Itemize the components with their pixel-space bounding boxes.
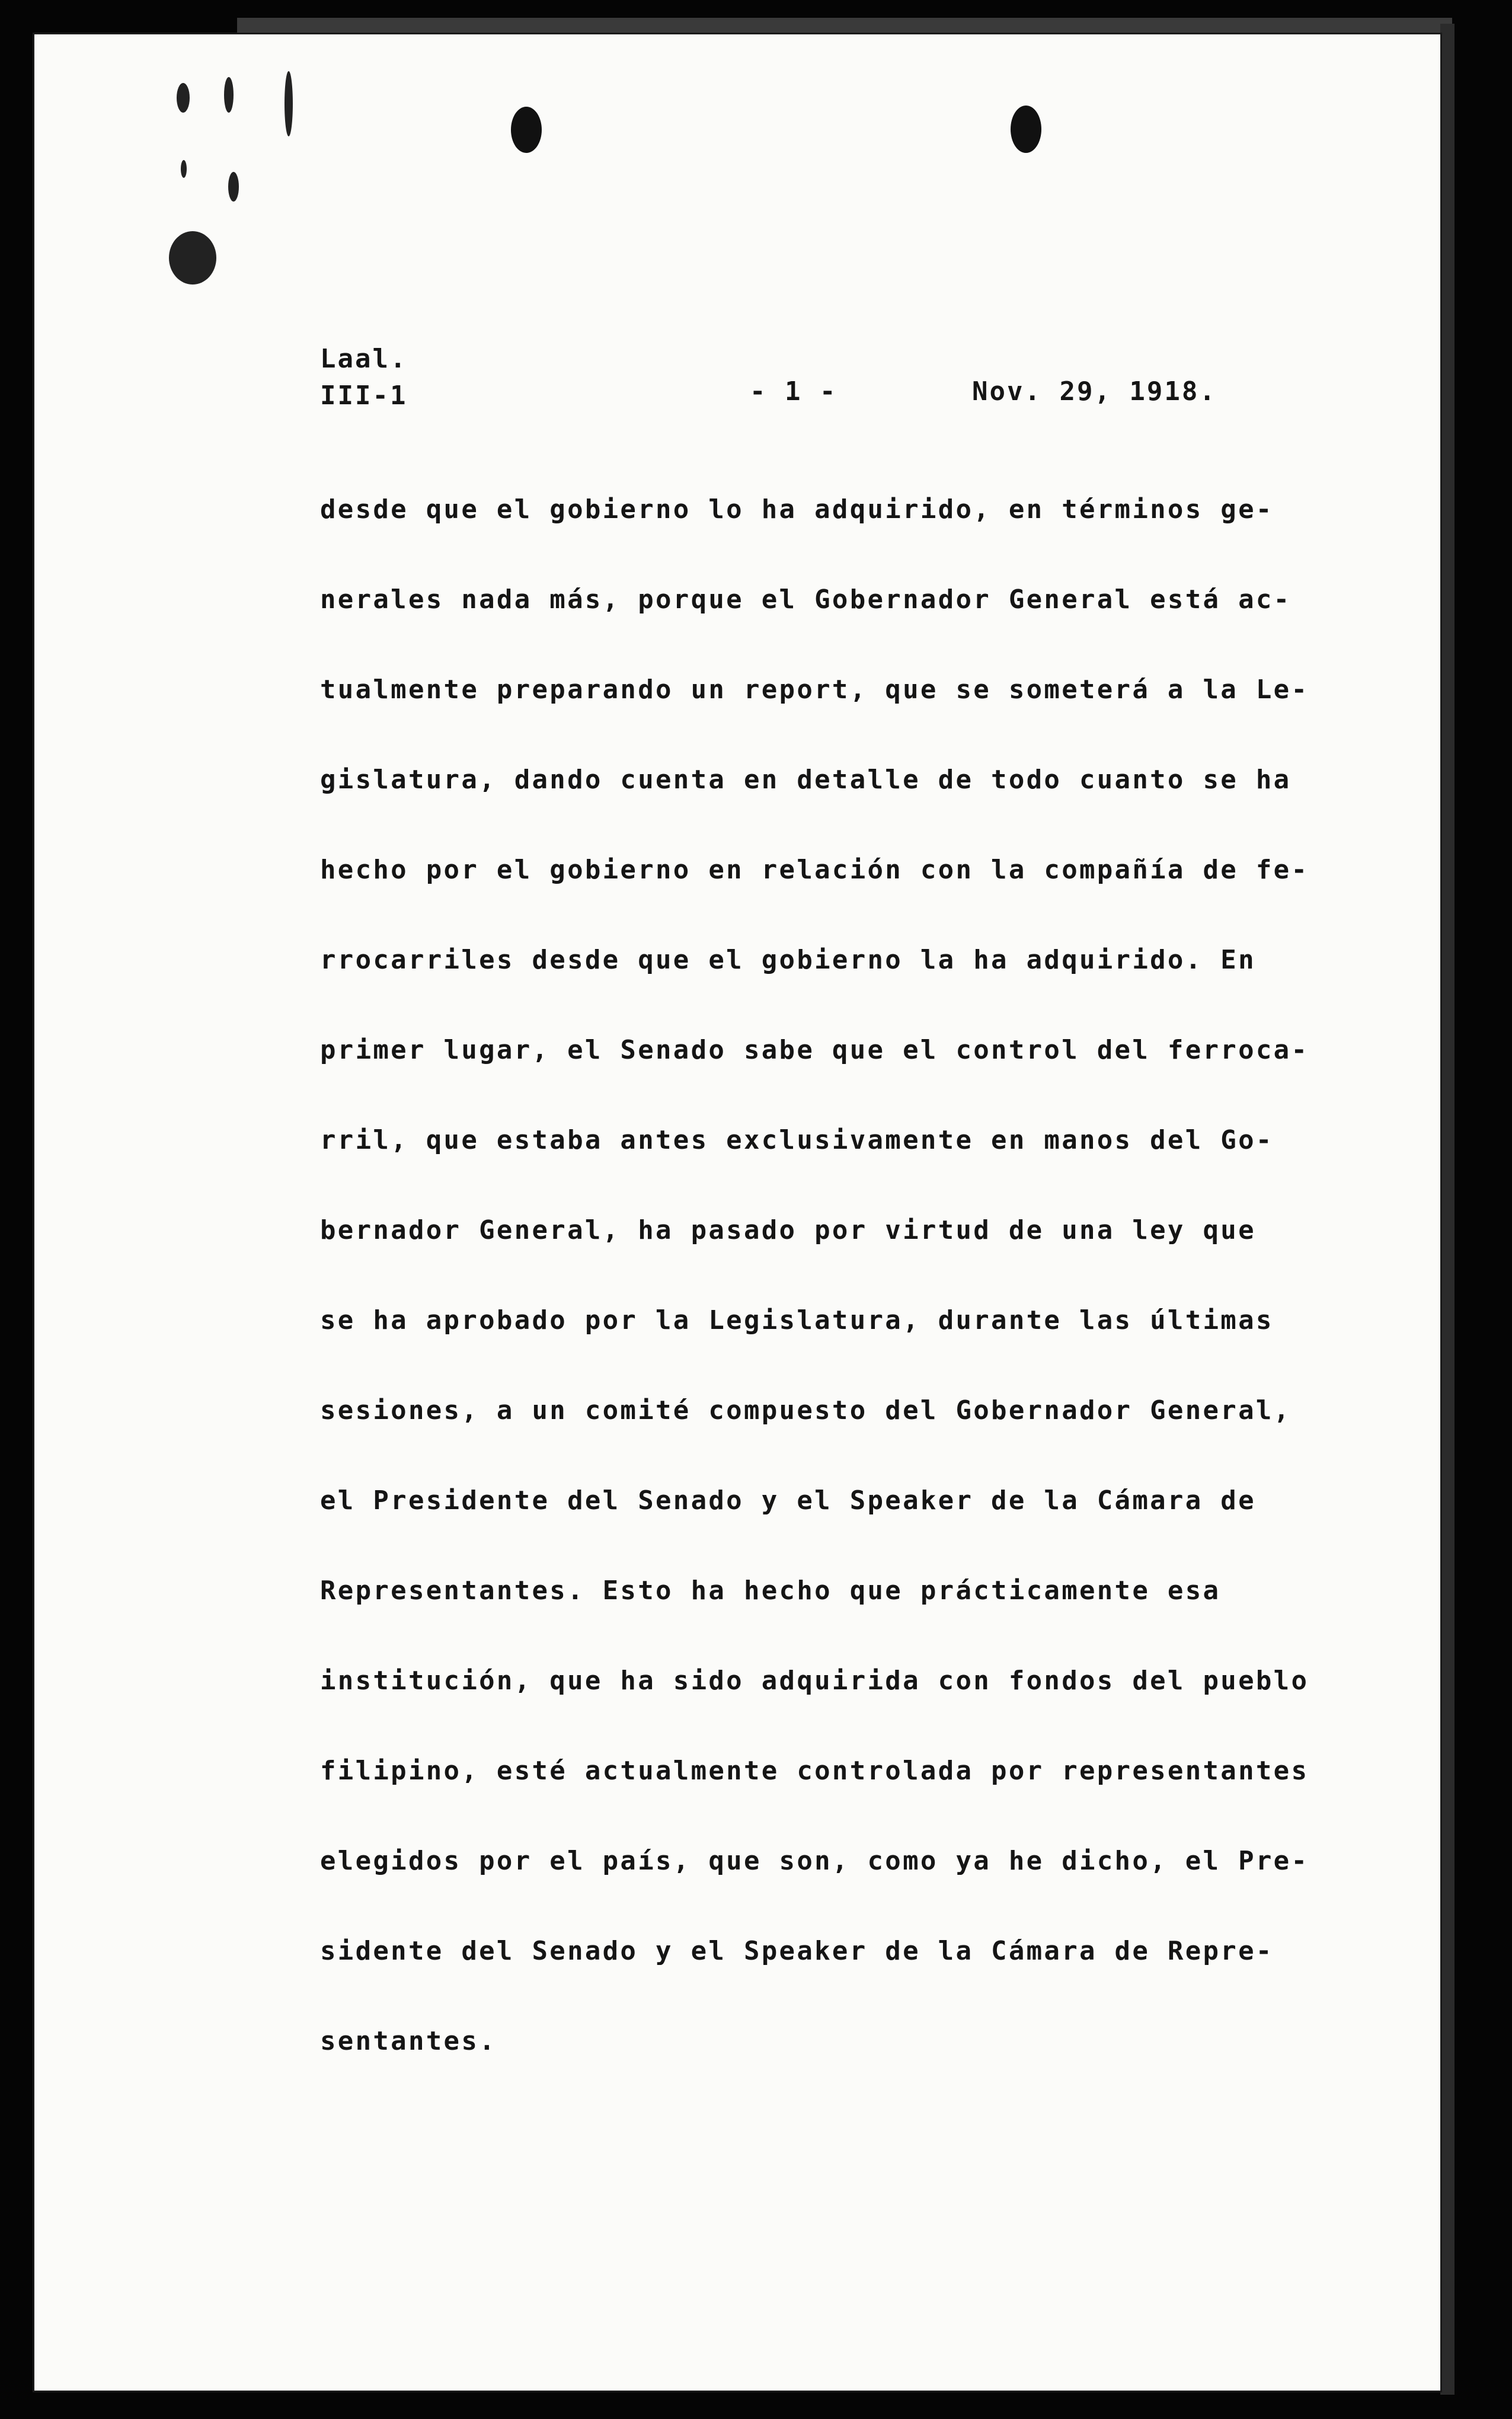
text-line: hecho por el gobierno en relación con la compañía de fe- [320, 855, 1309, 885]
text-line: bernador General, ha pasado por virtud de una ley que [320, 1215, 1256, 1245]
text-line: primer lugar, el Senado sabe que el control del ferroca- [320, 1035, 1309, 1065]
text-line: rril, que estaba antes exclusivamente en manos del Go- [320, 1125, 1274, 1155]
page-number: - 1 - [750, 376, 837, 407]
text-line: elegidos por el país, que son, como ya he dicho, el Pre- [320, 1846, 1309, 1876]
ink-smudge [177, 83, 190, 113]
text-line: se ha aprobado por la Legislatura, durante las últimas [320, 1305, 1274, 1335]
text-line: sentantes. [320, 2026, 497, 2056]
text-line: desde que el gobierno lo ha adquirido, en términos ge- [320, 494, 1274, 525]
document-body [320, 492, 1399, 2114]
header-date: Nov. 29, 1918. [972, 376, 1217, 407]
ink-smudge [181, 160, 187, 178]
text-line: Representantes. Esto ha hecho que prácticamente esa [320, 1576, 1221, 1606]
ink-smudge [169, 231, 216, 285]
text-line: sidente del Senado y el Speaker de la Cámara de Repre- [320, 1936, 1274, 1966]
text-line: tualmente preparando un report, que se someterá a la Le- [320, 675, 1309, 705]
paper-edge-right [1440, 24, 1455, 2395]
punch-hole-left [511, 107, 542, 153]
document-header-left [320, 341, 407, 414]
paper-edge-top [237, 18, 1452, 36]
header-reference: III-1 [320, 381, 408, 411]
text-line: nerales nada más, porque el Gobernador General está ac- [320, 584, 1292, 615]
text-line: el Presidente del Senado y el Speaker de la Cámara de [320, 1485, 1256, 1516]
ink-smudge [228, 172, 239, 202]
text-line: rrocarriles desde que el gobierno la ha adquirido. En [320, 945, 1256, 975]
text-line: sesiones, a un comité compuesto del Gobernador General, [320, 1395, 1292, 1426]
ink-smudge [224, 77, 234, 113]
text-line: institución, que ha sido adquirida con fondos del pueblo [320, 1666, 1309, 1696]
text-line: gislatura, dando cuenta en detalle de todo cuanto se ha [320, 765, 1292, 795]
text-line: filipino, esté actualmente controlada por representantes [320, 1756, 1309, 1786]
ink-smudge [285, 71, 293, 136]
header-initials: Laal. [320, 344, 408, 374]
punch-hole-right [1011, 106, 1041, 153]
